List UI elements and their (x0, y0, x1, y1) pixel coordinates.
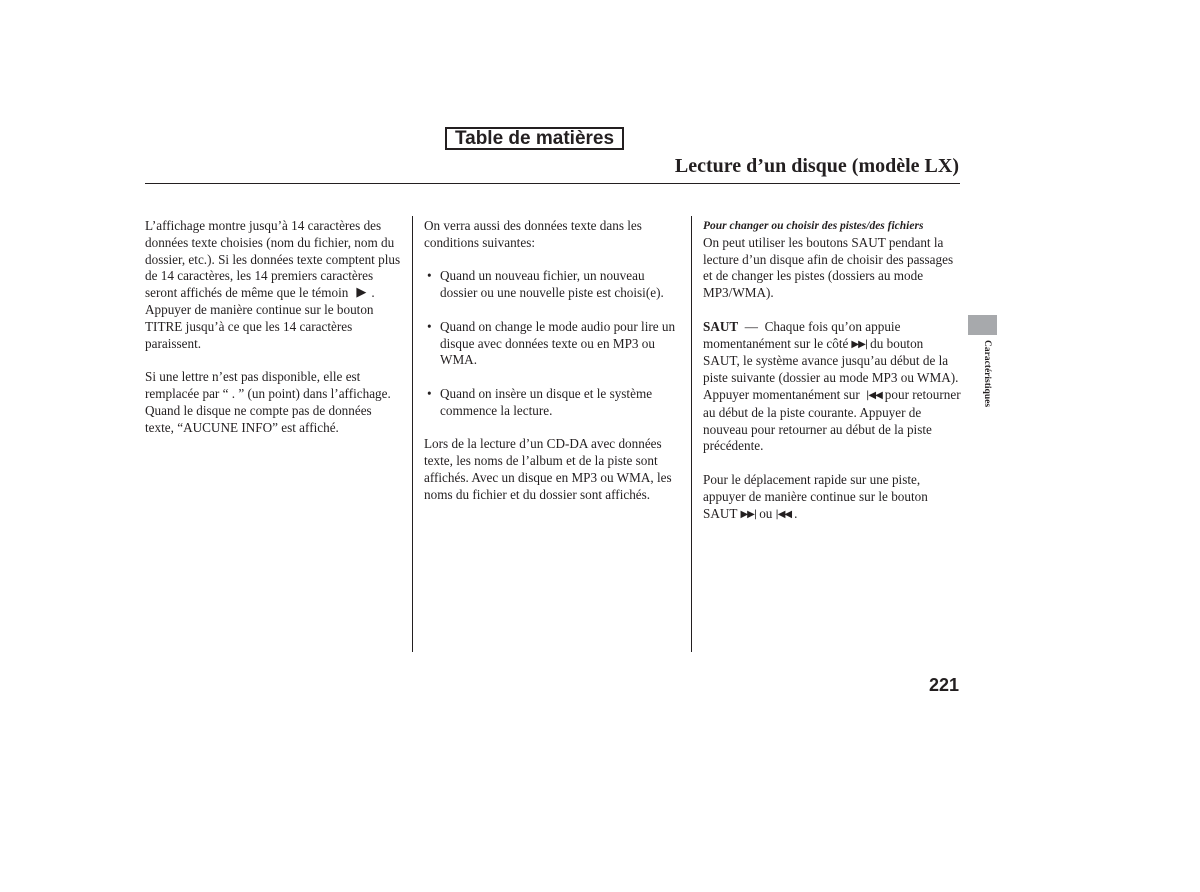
paragraph-text: . Appuyer de manière continue sur le bouton TITRE jusqu’à ce que les 14 caractères paraissent. (145, 285, 375, 351)
page-title: Lecture d’un disque (modèle LX) (674, 155, 959, 177)
paragraph-text: Chaque fois qu’on appuie momentanément sur le côté (703, 318, 901, 351)
paragraph (145, 218, 401, 352)
list-item: • Quand on insère un disque et le système commence la lecture. (424, 386, 682, 420)
column-divider (412, 216, 413, 652)
paragraph: On peut utiliser les boutons SAUT pendant la lecture d’un disque afin de choisir des passages et de changer les pistes (dossiers au mode MP3/WMA). (703, 234, 954, 301)
column-2 (424, 218, 682, 520)
paragraph: Lors de la lecture d’un CD-DA avec données texte, les noms de l’album et de la piste sont affichés. Avec un disque en MP3 ou WMA, les noms du fichier et du dossier sont affichés. (424, 436, 672, 502)
skip-forward-icon: ▶▶| (851, 338, 868, 350)
skip-back-icon: |◀◀ (775, 508, 792, 520)
paragraph-text: L’affichage montre jusqu’à 14 caractères des données texte choisies (nom du fichier, nom du dossier, etc.). Si les données texte comptent plus de 14 caractères, les 14 premiers caractères seront affichés de même que le témoin (145, 218, 401, 301)
column-divider (691, 216, 692, 652)
paragraph-text: du bouton SAUT, le système avance jusqu’au début de la piste suivante (dossier au mode MP3 ou WMA). Appuyer momentanément sur (703, 335, 959, 402)
bullet-list (424, 268, 682, 419)
column-1 (145, 218, 401, 453)
paragraph (703, 319, 961, 455)
section-label: Caractéristiques (982, 340, 992, 408)
skip-back-icon: |◀◀ (866, 389, 882, 401)
toc-button[interactable]: Table de matières (445, 127, 624, 150)
paragraph-text: ou (759, 505, 773, 521)
section-tab (968, 315, 997, 335)
paragraph-text: pour retourner au début de la piste courante. Appuyer de nouveau pour retourner au début de la piste précédente. (703, 386, 961, 454)
page-number: 221 (928, 675, 959, 695)
list-item: • Quand un nouveau fichier, un nouveau dossier ou une nouvelle piste est choisi(e). (424, 268, 682, 302)
paragraph: Si une lettre n’est pas disponible, elle est remplacée par “ . ” (un point) dans l’affichage. Quand le disque ne compte pas de données texte, “AUCUNE INFO” est affiché. (145, 369, 391, 435)
paragraph (703, 472, 961, 523)
skip-forward-icon: ▶▶| (740, 508, 757, 520)
paragraph: On verra aussi des données texte dans les conditions suivantes: (424, 218, 642, 250)
play-icon: ▶ (356, 285, 366, 301)
dash: — (744, 318, 758, 334)
section-subheading: Pour changer ou choisir des pistes/des fichiers (703, 220, 924, 232)
column-3 (703, 218, 961, 540)
list-item: • Quand on change le mode audio pour lire un disque avec données texte ou en MP3 ou WMA. (424, 319, 682, 369)
header-rule (145, 183, 960, 184)
paragraph-text: . (794, 505, 798, 521)
saut-label: SAUT (703, 318, 739, 334)
paragraph-text: Pour le déplacement rapide sur une piste, appuyer de manière continue sur le bouton SAUT (703, 471, 928, 521)
